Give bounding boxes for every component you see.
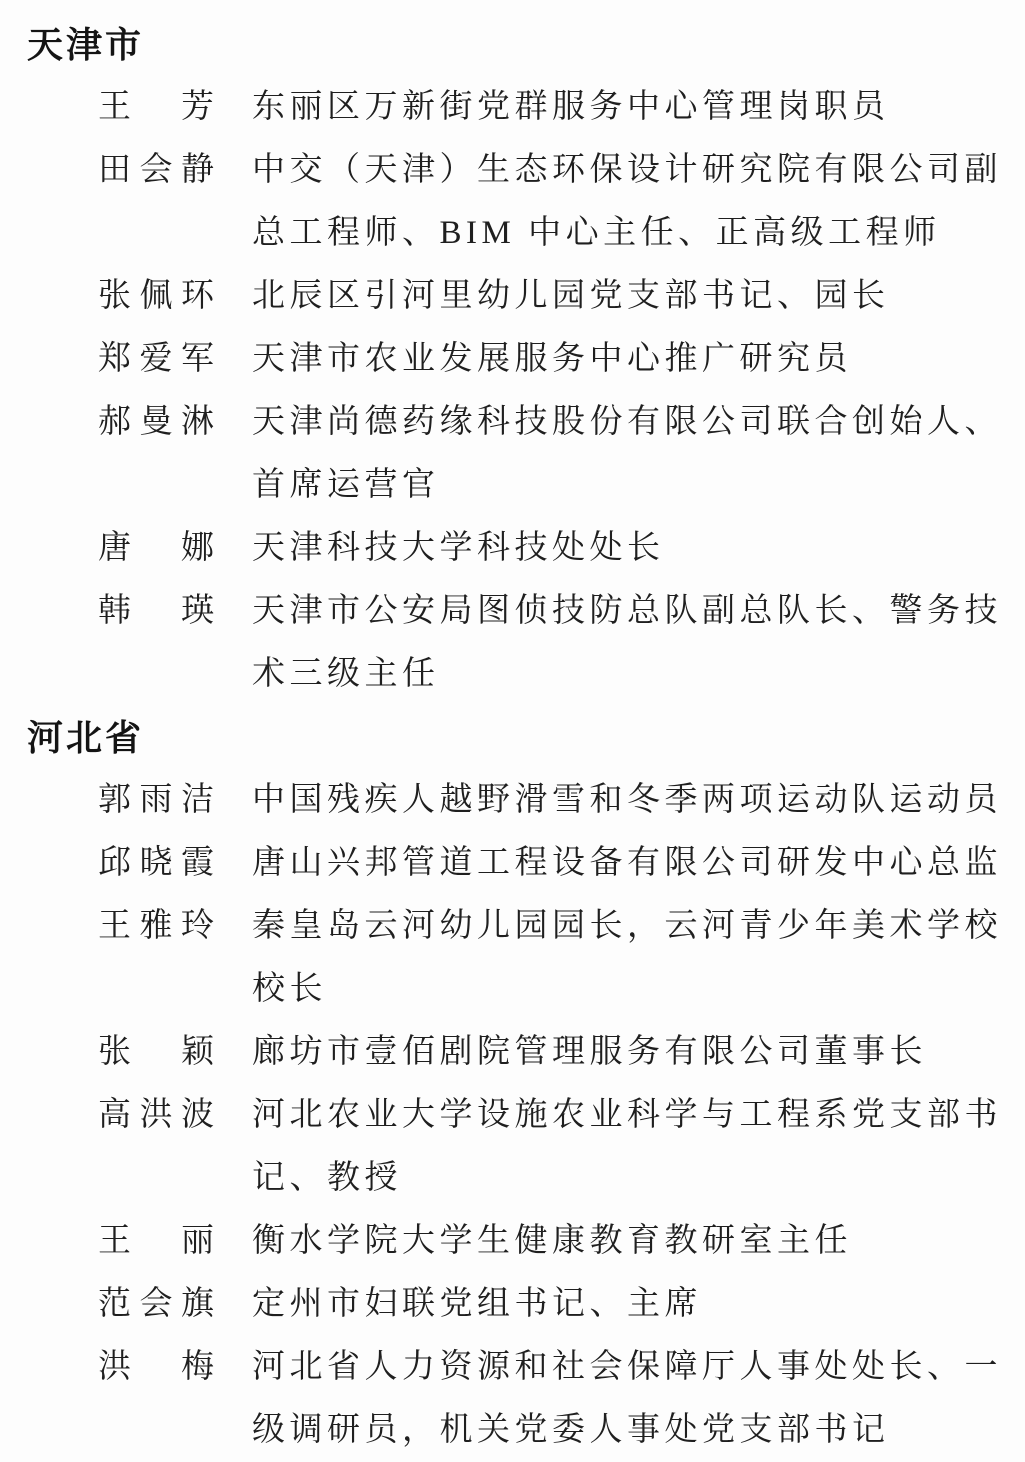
honoree-title: 廊坊市壹佰剧院管理服务有限公司董事长 — [252, 1034, 927, 1070]
section-heading-hebei: 河北省 — [27, 717, 145, 758]
honoree-row — [27, 1336, 1006, 1462]
honoree-name: 王丽 — [98, 1223, 214, 1259]
honoree-name: 郝曼淋 — [98, 404, 214, 440]
honoree-title: 河北省人力资源和社会保障厅人事处处长、一级调研员，机关党委人事处党支部书记 — [252, 1349, 1002, 1448]
section-heading-tianjin: 天津市 — [27, 24, 145, 65]
honoree-row — [27, 139, 1006, 265]
honoree-title: 天津市农业发展服务中心推广研究员 — [252, 341, 852, 377]
honoree-row — [27, 391, 1006, 517]
honoree-name: 郑爱军 — [98, 341, 214, 377]
honoree-title: 衡水学院大学生健康教育教研室主任 — [252, 1223, 852, 1259]
honoree-row — [27, 517, 1006, 580]
honoree-row — [27, 265, 1006, 328]
honoree-row — [27, 1084, 1006, 1210]
honoree-title: 河北农业大学设施农业科学与工程系党支部书记、教授 — [252, 1097, 1002, 1196]
honoree-name: 范会旗 — [98, 1286, 214, 1322]
honoree-name: 王芳 — [98, 89, 214, 125]
honoree-name: 唐娜 — [98, 530, 214, 566]
honoree-row — [27, 1273, 1006, 1336]
honoree-row — [27, 832, 1006, 895]
honoree-name: 王雅玲 — [98, 908, 214, 944]
honoree-title: 中交（天津）生态环保设计研究院有限公司副总工程师、BIM 中心主任、正高级工程师 — [252, 152, 1002, 251]
honoree-name: 洪梅 — [98, 1349, 214, 1385]
honoree-title: 北辰区引河里幼儿园党支部书记、园长 — [252, 278, 890, 314]
honoree-title: 东丽区万新街党群服务中心管理岗职员 — [252, 89, 890, 125]
honoree-name: 张佩环 — [98, 278, 214, 314]
honoree-name: 郭雨洁 — [98, 782, 214, 818]
honoree-title: 唐山兴邦管道工程设备有限公司研发中心总监 — [252, 845, 1002, 881]
honoree-title: 天津市公安局图侦技防总队副总队长、警务技术三级主任 — [252, 593, 1002, 692]
honoree-title: 天津科技大学科技处处长 — [252, 530, 665, 566]
honoree-row — [27, 1210, 1006, 1273]
honoree-name: 田会静 — [98, 152, 214, 188]
honoree-row — [27, 328, 1006, 391]
honoree-title: 天津尚德药缘科技股份有限公司联合创始人、首席运营官 — [252, 404, 1002, 503]
honoree-name: 邱晓霞 — [98, 845, 214, 881]
honoree-row — [27, 895, 1006, 1021]
honoree-row — [27, 76, 1006, 139]
honoree-name: 张颖 — [98, 1034, 214, 1070]
honoree-title: 秦皇岛云河幼儿园园长，云河青少年美术学校校长 — [252, 908, 1002, 1007]
honoree-row — [27, 580, 1006, 706]
honoree-row — [27, 1021, 1006, 1084]
honoree-row — [27, 769, 1006, 832]
honoree-title: 中国残疾人越野滑雪和冬季两项运动队运动员 — [252, 782, 1002, 818]
honoree-name: 高洪波 — [98, 1097, 214, 1133]
honoree-name: 韩瑛 — [98, 593, 214, 629]
honoree-title: 定州市妇联党组书记、主席 — [252, 1286, 702, 1322]
